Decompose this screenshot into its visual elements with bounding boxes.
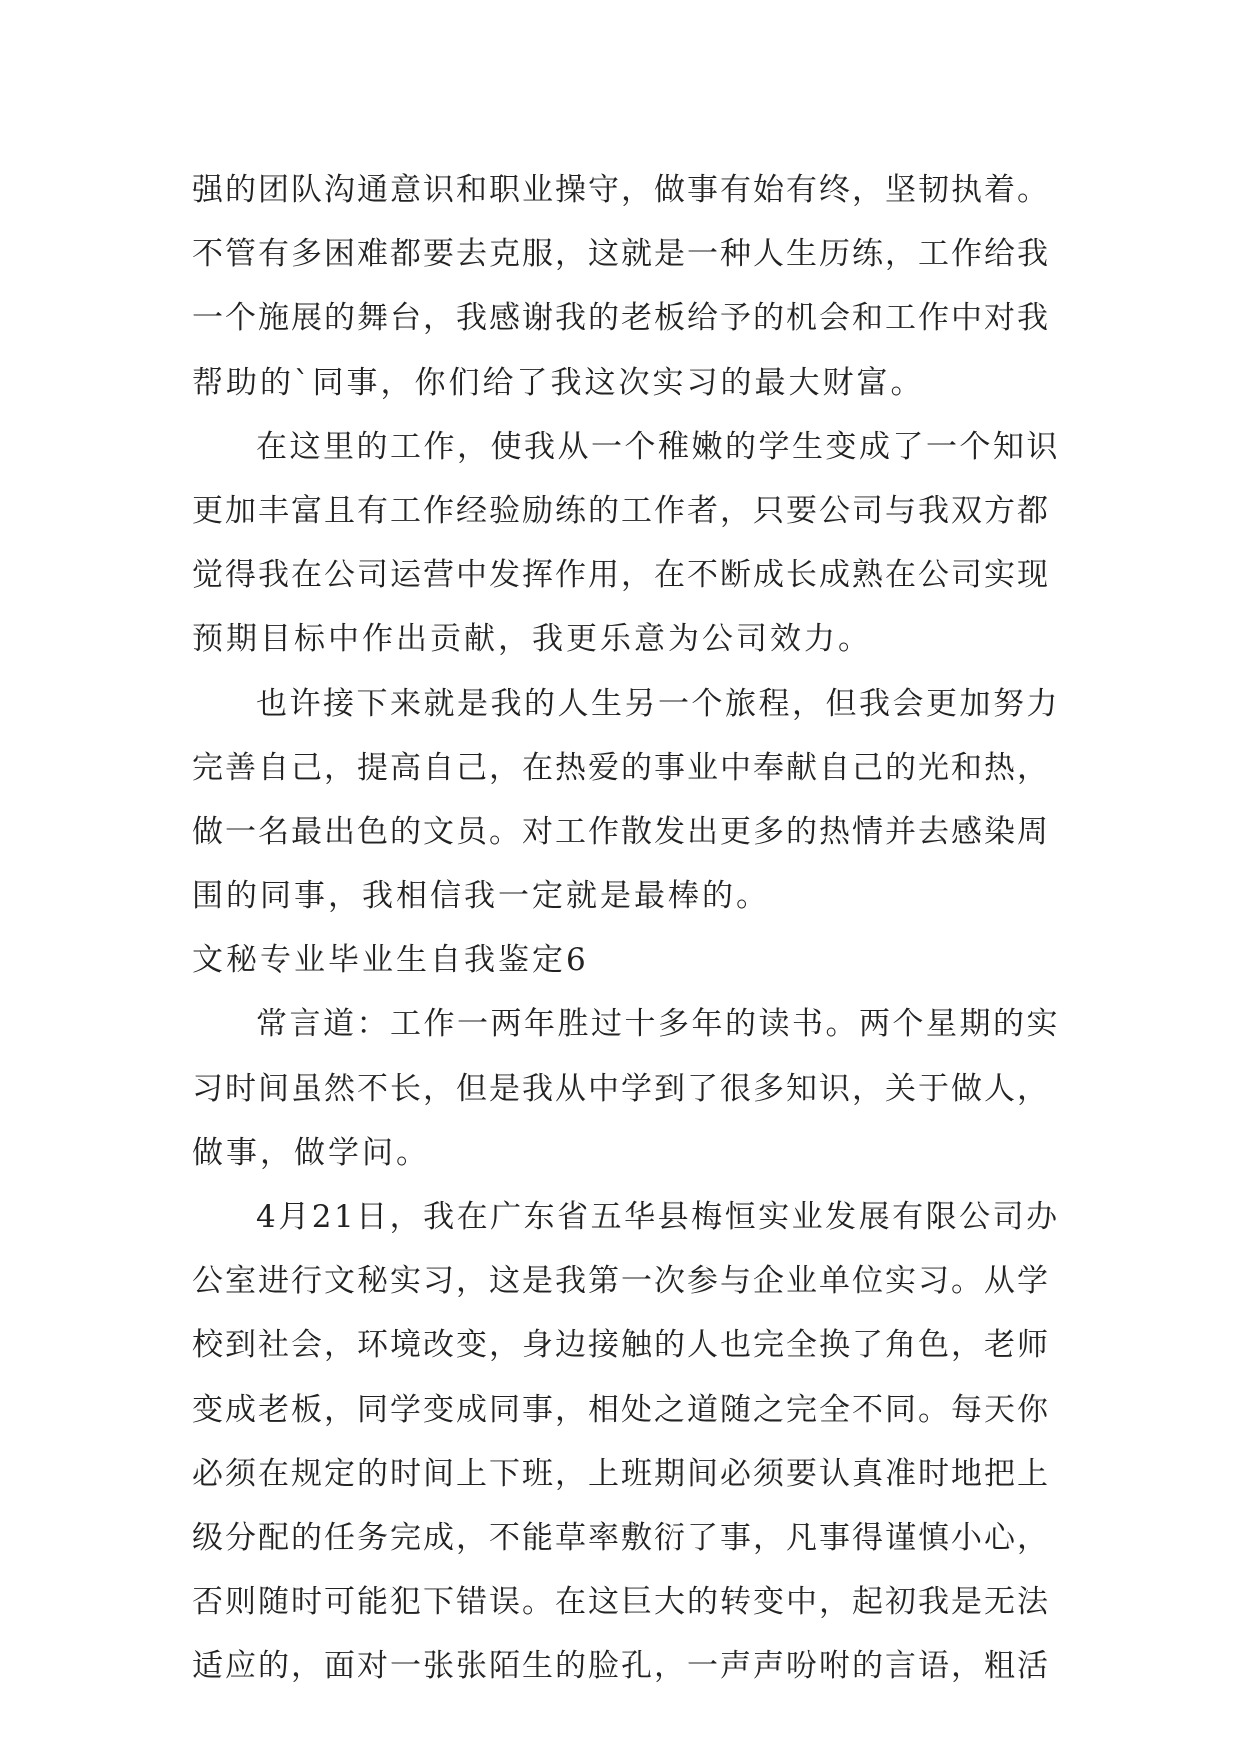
text-line: 完善自己，提高自己，在热爱的事业中奉献自己的光和热， [192, 749, 1050, 786]
text-line: 变成老板，同学变成同事，相处之道随之完全不同。每天你 [192, 1391, 1050, 1428]
text-line: 围的同事，我相信我一定就是最棒的。 [192, 878, 770, 915]
text-line: 帮助的`同事，你们给了我这次实习的最大财富。 [192, 364, 925, 401]
text-line: 强的团队沟通意识和职业操守，做事有始有终，坚韧执着。 [192, 172, 1050, 208]
text-line: 文秘专业毕业生自我鉴定6 [192, 942, 589, 979]
text-line: 公室进行文秘实习，这是我第一次参与企业单位实习。从学 [192, 1263, 1050, 1300]
text-line: 校到社会，环境改变，身边接触的人也完全换了角色，老师 [192, 1327, 1050, 1364]
text-line: 预期目标中作出贡献，我更乐意为公司效力。 [192, 621, 872, 658]
text-line: 否则随时可能犯下错误。在这巨大的转变中，起初我是无法 [192, 1584, 1050, 1621]
text-line: 不管有多困难都要去克服，这就是一种人生历练，工作给我 [192, 236, 1050, 273]
text-line: 习时间虽然不长，但是我从中学到了很多知识，关于做人， [192, 1070, 1050, 1107]
text-line: 觉得我在公司运营中发挥作用，在不断成长成熟在公司实现 [192, 557, 1050, 594]
text-line: 做一名最出色的文员。对工作散发出更多的热情并去感染周 [192, 813, 1050, 850]
text-line: 级分配的任务完成，不能草率敷衍了事，凡事得谨慎小心， [192, 1519, 1050, 1556]
text-line: 一个施展的舞台，我感谢我的老板给予的机会和工作中对我 [192, 300, 1050, 337]
text-line: 适应的，面对一张张陌生的脸孔，一声声吩咐的言语，粗活 [192, 1648, 1050, 1685]
text-line: 常言道：工作一两年胜过十多年的读书。两个星期的实 [256, 1006, 1060, 1043]
text-line: 在这里的工作，使我从一个稚嫩的学生变成了一个知识 [256, 428, 1060, 465]
text-line: 4月21日，我在广东省五华县梅恒实业发展有限公司办 [256, 1199, 1060, 1235]
text-line: 做事，做学问。 [192, 1134, 430, 1171]
text-line: 也许接下来就是我的人生另一个旅程，但我会更加努力 [256, 685, 1060, 722]
text-line: 必须在规定的时间上下班，上班期间必须要认真准时地把上 [192, 1455, 1050, 1492]
document-body [192, 158, 1062, 1699]
text-line: 更加丰富且有工作经验励练的工作者，只要公司与我双方都 [192, 492, 1050, 529]
